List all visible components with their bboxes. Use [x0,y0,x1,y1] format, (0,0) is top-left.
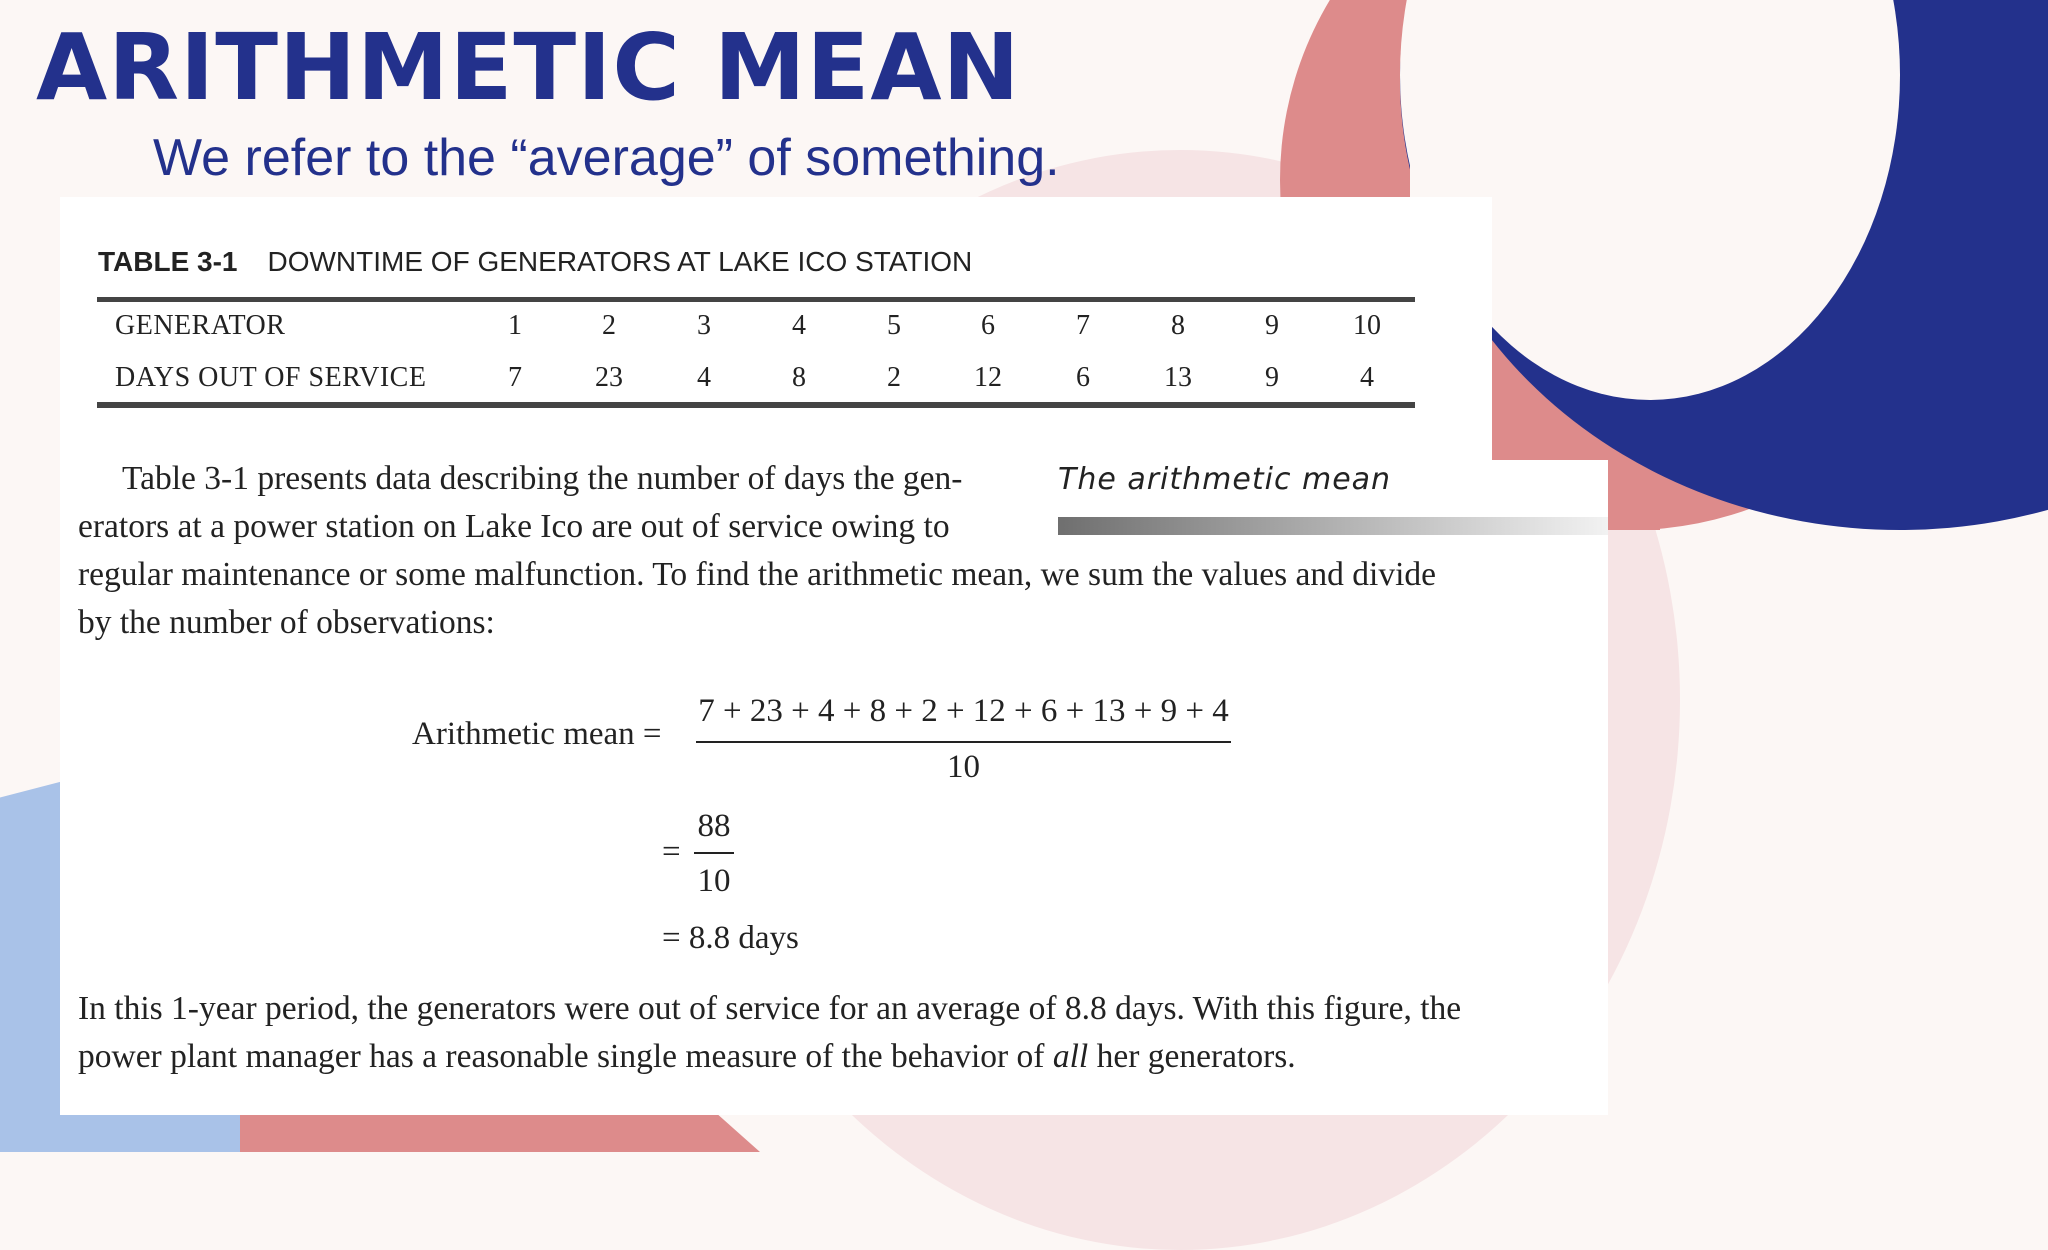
paragraph-line: regular maintenance or some malfunction. To find the arithmetic mean, we sum the values and divide [78,556,1437,593]
table-top-rule [97,297,1415,302]
table-number: TABLE 3-1 [98,246,238,277]
margin-note: The arithmetic mean [1058,462,1392,497]
paragraph-text: her generators. [1088,1038,1296,1075]
pink-bottom-bar [240,1115,760,1152]
table-cell: 2 [887,362,901,393]
textbook-excerpt-panel-extension [1440,460,1608,1115]
equals-sign: = [662,834,681,870]
row-label: GENERATOR [115,310,286,341]
table-cell: 1 [508,310,522,341]
table-cell: 4 [697,362,711,393]
table-cell: 3 [697,310,711,341]
table-cell: 7 [1076,310,1090,341]
table-cell: 13 [1164,362,1192,393]
table-cell: 23 [595,362,623,393]
table-cell: 9 [1265,362,1279,393]
equation-result: = 8.8 days [662,920,799,956]
table-cell: 4 [792,310,806,341]
table-cell: 2 [602,310,616,341]
table-bottom-rule [97,402,1415,408]
slide-subtitle: We refer to the “average” of something. [153,129,1060,187]
equation-label: Arithmetic mean = [412,716,662,752]
table-cell: 12 [974,362,1002,393]
table-caption [98,246,972,278]
paragraph-text: power plant manager has a reasonable single measure of the behavior of [78,1038,1053,1075]
fraction-bar [694,852,734,854]
paragraph-line [78,1038,1296,1076]
table-cell: 5 [887,310,901,341]
table-cell: 7 [508,362,522,393]
emphasis-text: all [1052,1038,1089,1075]
step2-numerator: 88 [697,808,731,844]
paragraph-line: erators at a power station on Lake Ico are out of service owing to [78,508,950,545]
table-cell: 10 [1353,310,1381,341]
row-label: DAYS OUT OF SERVICE [115,362,427,393]
slide-title: ARITHMETIC MEAN [36,14,1021,121]
equation-numerator: 7 + 23 + 4 + 8 + 2 + 12 + 6 + 13 + 9 + 4 [698,693,1229,729]
table-cell: 6 [1076,362,1090,393]
step2-denominator: 10 [697,863,731,899]
table-cell: 8 [792,362,806,393]
paragraph-line: Table 3-1 presents data describing the number of days the gen- [122,460,963,497]
margin-note-gradient-bar [1058,517,1608,535]
table-cell: 4 [1360,362,1374,393]
table-title: DOWNTIME OF GENERATORS AT LAKE ICO STATION [267,246,973,277]
paragraph-line: In this 1-year period, the generators were out of service for an average of 8.8 days. With this figure, the [78,990,1462,1027]
equation-denominator: 10 [947,749,980,785]
fraction-bar [696,741,1231,743]
table-cell: 9 [1265,310,1279,341]
paragraph-line: by the number of observations: [78,604,495,641]
table-cell: 6 [981,310,995,341]
table-cell: 8 [1171,310,1185,341]
